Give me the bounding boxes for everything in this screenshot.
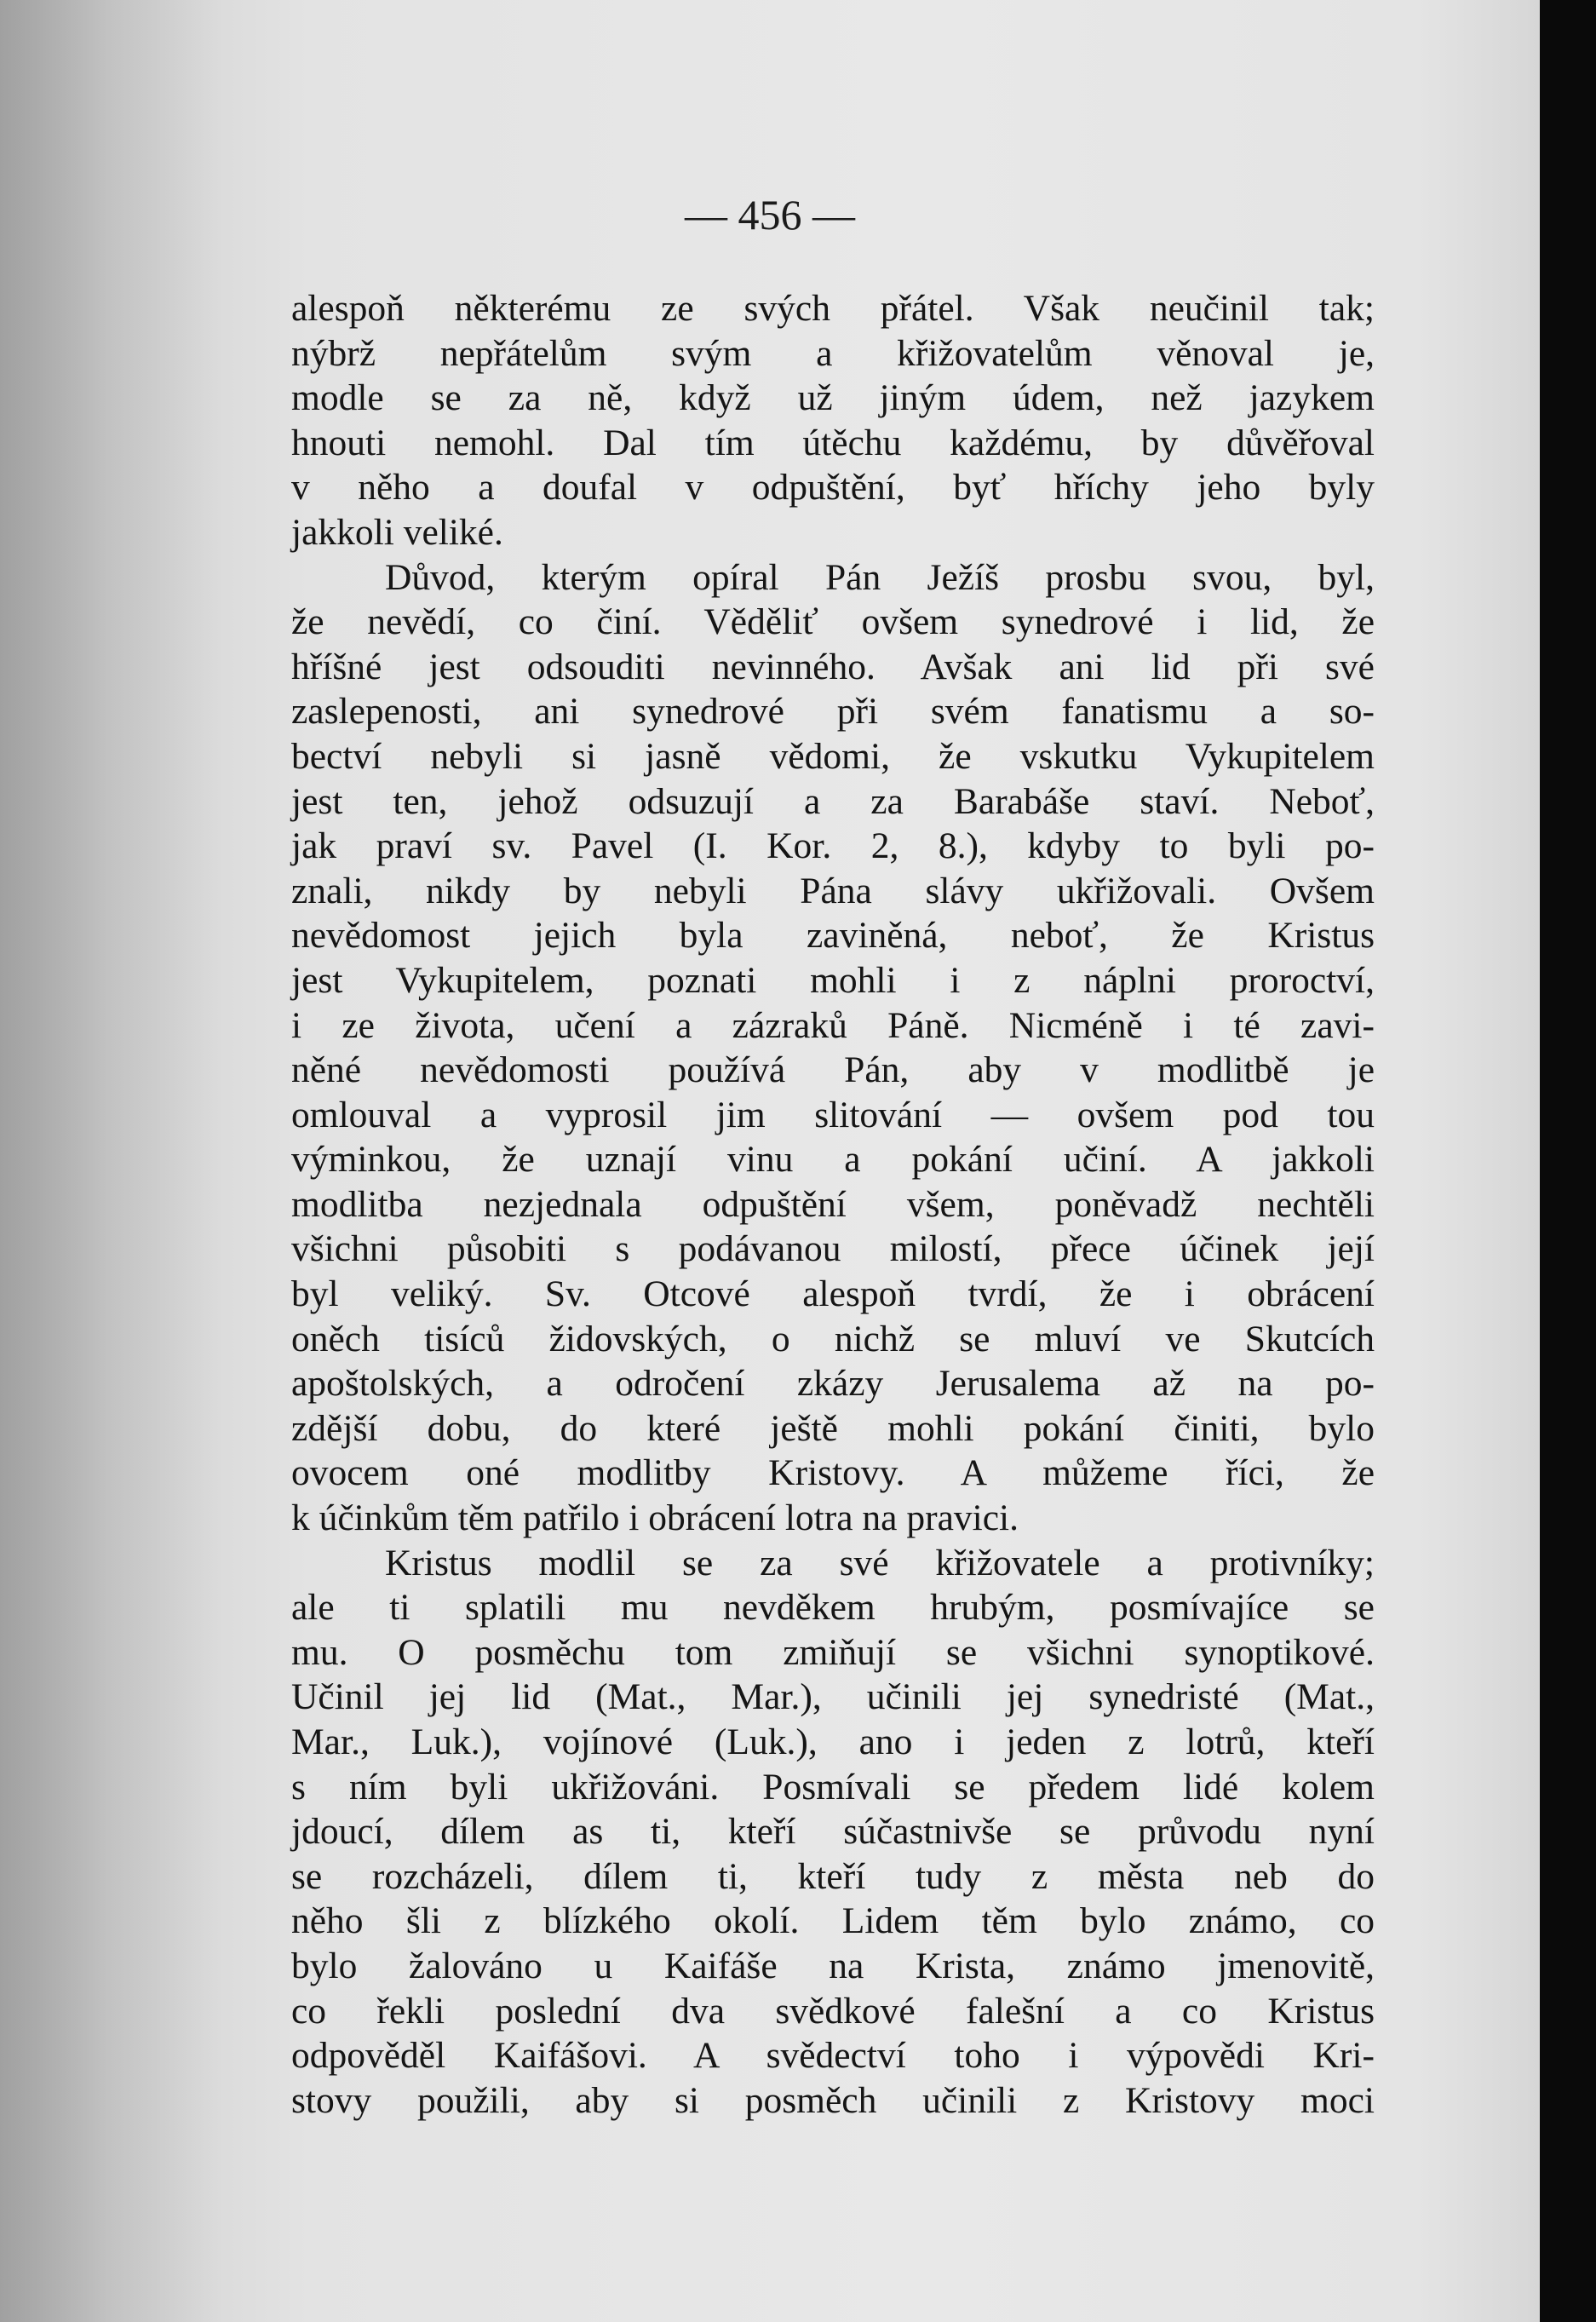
text-line: modlitba nezjednala odpuštění všem, poněvadž nechtěli [291, 1183, 1375, 1225]
text-line: něné nevědomosti používá Pán, aby v modlitbě je [291, 1049, 1375, 1091]
text-line: omlouval a vyprosil jim slitování — ovšem pod tou [291, 1094, 1375, 1135]
text-line: co řekli poslední dva svědkové falešní a co Kristus [291, 1990, 1375, 2032]
text-line: modle se za ně, když už jiným údem, než jazykem [291, 377, 1375, 419]
text-line: zaslepenosti, ani synedrové při svém fanatismu a so- [291, 691, 1375, 733]
text-line: výminkou, že uznají vinu a pokání učiní. A jakkoli [291, 1139, 1375, 1181]
text-line: alespoň některému ze svých přátel. Však neučinil tak; [291, 288, 1375, 329]
text-line: zdější dobu, do které ještě mohli pokání činiti, bylo [291, 1407, 1375, 1449]
text-line: se rozcházeli, dílem ti, kteří tudy z města neb do [291, 1855, 1375, 1897]
text-line: ale ti splatili mu nevděkem hrubým, posmívajíce se [291, 1587, 1375, 1629]
text-line: Učinil jej lid (Mat., Mar.), učinili jej synedristé (Mat., [291, 1676, 1375, 1718]
text-line: že nevědí, co činí. Věděliť ovšem synedrové i lid, že [291, 601, 1375, 643]
text-line: Mar., Luk.), vojínové (Luk.), ano i jeden z lotrů, kteří [291, 1721, 1375, 1762]
text-line: všichni působiti s podávanou milostí, přece účinek její [291, 1228, 1375, 1270]
text-line: bylo žalováno u Kaifáše na Krista, známo jmenovitě, [291, 1945, 1375, 1986]
text-line: ovocem oné modlitby Kristovy. A můžeme říci, že [291, 1452, 1375, 1494]
text-line: jakkoli veliké. [291, 511, 503, 553]
text-line: Kristus modlil se za své křižovatele a protivníky; [385, 1542, 1375, 1583]
text-line: nýbrž nepřátelům svým a křižovatelům věnoval je, [291, 332, 1375, 374]
text-line: k účinkům těm patřilo i obrácení lotra na pravici. [291, 1497, 1019, 1539]
text-line: byl veliký. Sv. Otcové alespoň tvrdí, že i obrácení [291, 1273, 1375, 1315]
body-text [291, 286, 1375, 2123]
text-line: hnouti nemohl. Dal tím útěchu každému, by důvěřoval [291, 422, 1375, 463]
text-line: nevědomost jejich byla zaviněná, neboť, že Kristus [291, 915, 1375, 957]
text-line: mu. O posměchu tom zmiňují se všichni synoptikové. [291, 1631, 1375, 1673]
text-line: i ze života, učení a zázraků Páně. Nicméně i té zavi- [291, 1004, 1375, 1046]
text-line: s ním byli ukřižováni. Posmívali se předem lidé kolem [291, 1766, 1375, 1808]
text-line: jest ten, jehož odsuzují a za Barabáše staví. Neboť, [291, 780, 1375, 822]
text-line: odpověděl Kaifášovi. A svědectví toho i výpovědi Kri- [291, 2035, 1375, 2077]
text-line: jest Vykupitelem, poznati mohli i z náplni proroctví, [291, 959, 1375, 1001]
text-line: jak praví sv. Pavel (I. Kor. 2, 8.), kdyby to byli po- [291, 825, 1375, 867]
text-line: něho šli z blízkého okolí. Lidem těm bylo známo, co [291, 1900, 1375, 1942]
page-number: — 456 — [685, 191, 855, 239]
text-line: jdoucí, dílem as ti, kteří súčastnivše se průvodu nyní [291, 1811, 1375, 1853]
text-line: v něho a doufal v odpuštění, byť hříchy jeho byly [291, 467, 1375, 509]
text-line: apoštolských, a odročení zkázy Jerusalema až na po- [291, 1363, 1375, 1405]
text-line: bectví nebyli si jasně vědomi, že vskutku Vykupitelem [291, 735, 1375, 777]
scan-gutter [1540, 0, 1596, 2322]
text-line: znali, nikdy by nebyli Pána slávy ukřižovali. Ovšem [291, 870, 1375, 911]
text-line: hříšné jest odsouditi nevinného. Avšak ani lid při své [291, 646, 1375, 687]
text-line: stovy použili, aby si posměch učinili z Kristovy moci [291, 2079, 1375, 2121]
text-line: oněch tisíců židovských, o nichž se mluví ve Skutcích [291, 1318, 1375, 1359]
text-line: Důvod, kterým opíral Pán Ježíš prosbu svou, byl, [385, 556, 1375, 598]
